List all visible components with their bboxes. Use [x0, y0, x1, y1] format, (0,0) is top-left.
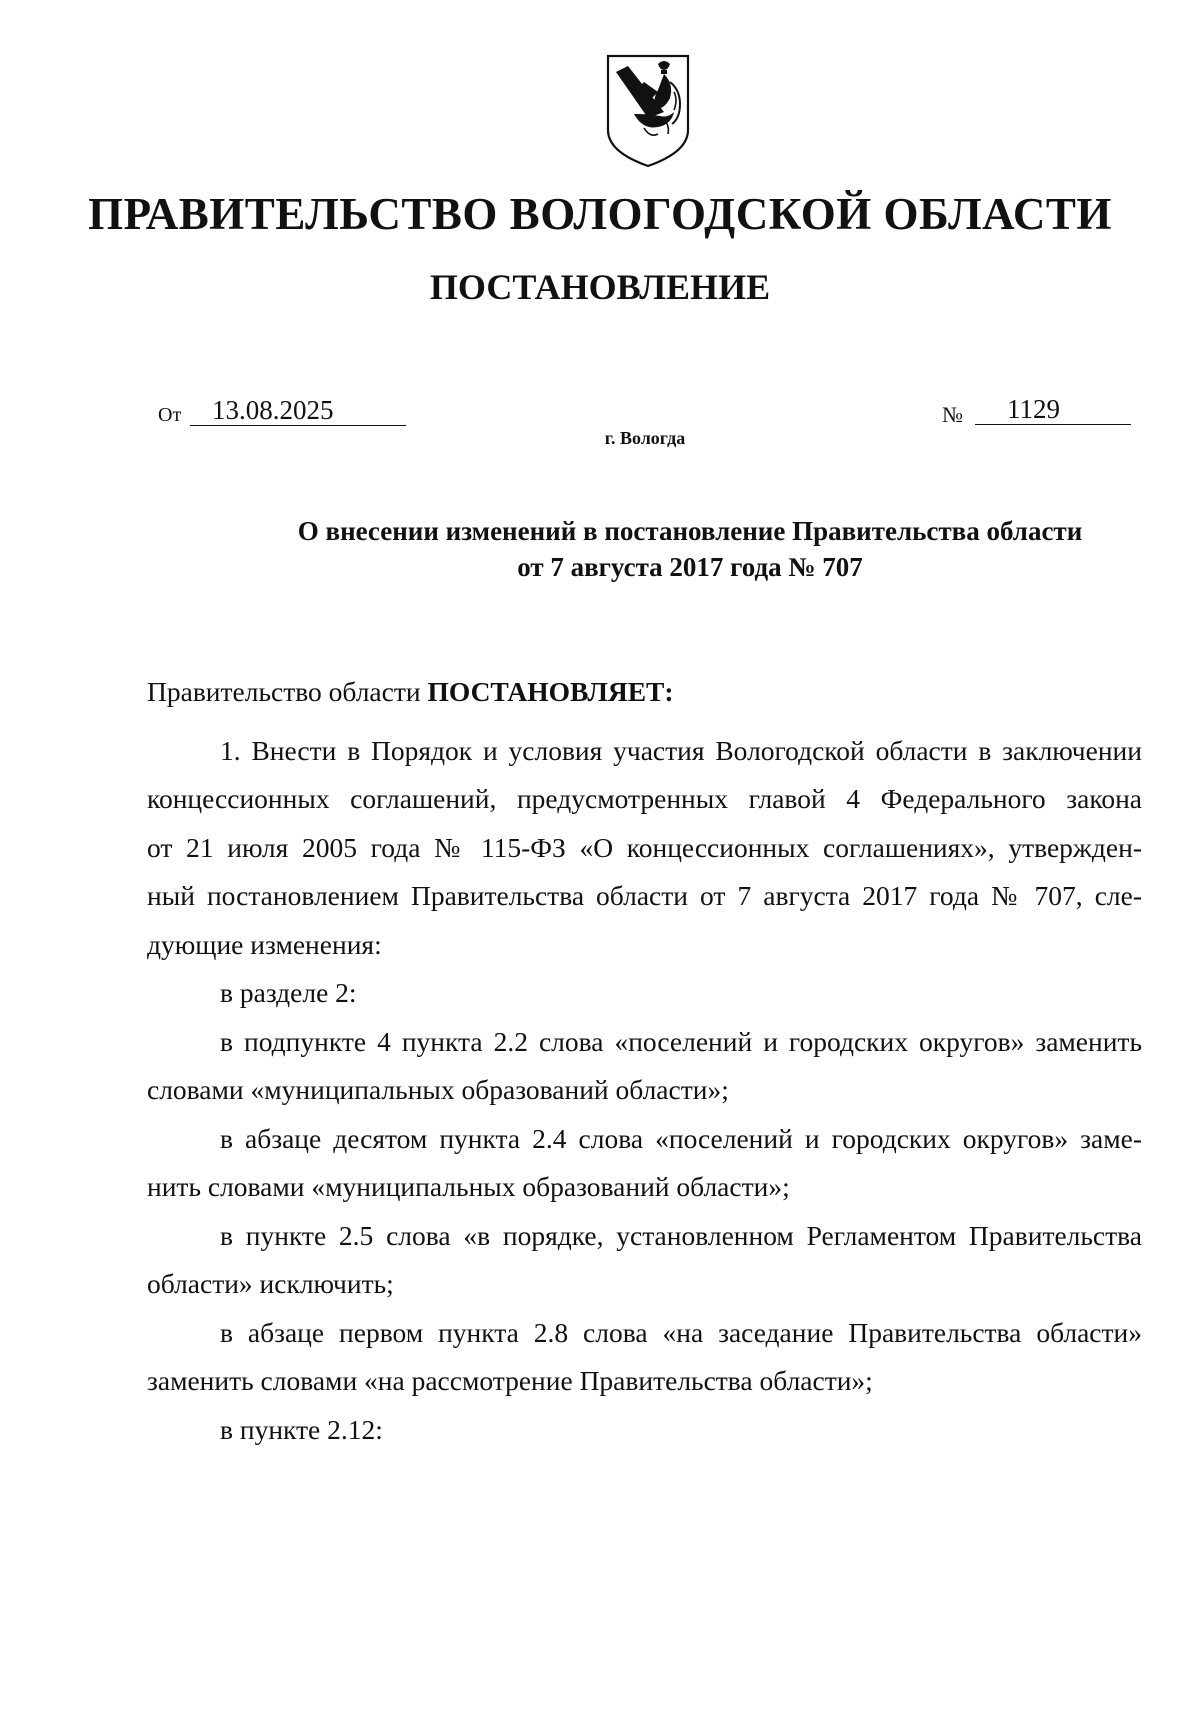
paragraph-line: в абзаце первом пункта 2.8 слова «на заседание Правительства области» [220, 1316, 1142, 1348]
paragraph-line: в подпункте 4 пункта 2.2 слова «поселений и городских округов» заменить [220, 1025, 1142, 1057]
date-label: От [158, 404, 182, 426]
number-label: № [942, 402, 963, 427]
subject-line: О внесении изменений в постановление Правительства области [297, 516, 1083, 546]
city: г. Вологда [604, 428, 686, 448]
document-type: ПОСТАНОВЛЕНИЕ [429, 267, 771, 307]
paragraph-line: в пункте 2.12: [220, 1413, 383, 1445]
coat-of-arms-icon [604, 52, 692, 170]
government-title: ПРАВИТЕЛЬСТВО ВОЛОГОДСКОЙ ОБЛАСТИ [88, 189, 1112, 239]
body-text [147, 668, 1142, 1454]
paragraph-line: ный постановлением Правительства области от 7 августа 2017 года № 707, сле- [147, 880, 1142, 911]
paragraph-line: в разделе 2: [220, 977, 357, 1008]
paragraph-line: от 21 июля 2005 года № 115-ФЗ «О концессионных соглашениях», утвержден- [147, 831, 1142, 863]
intro-text: Правительство области [147, 676, 428, 707]
paragraph-line: концессионных соглашений, предусмотренных главой 4 Федерального закона [147, 783, 1142, 814]
paragraph-line: заменить словами «на рассмотрение Правительства области»; [147, 1365, 873, 1396]
paragraph-line: области» исключить; [147, 1268, 394, 1299]
paragraph-line: 1. Внести в Порядок и условия участия Вологодской области в заключении [220, 734, 1142, 766]
subject-line: от 7 августа 2017 года № 707 [517, 552, 863, 582]
paragraph-line: нить словами «муниципальных образований области»; [147, 1171, 790, 1202]
paragraph-line: в абзаце десятом пункта 2.4 слова «поселений и городских округов» заме- [220, 1122, 1142, 1154]
document-subject [230, 513, 1150, 585]
intro-line [147, 668, 1142, 717]
paragraph-line: в пункте 2.5 слова «в порядке, установленном Регламентом Правительства [220, 1219, 1142, 1251]
document-date: 13.08.2025 [190, 395, 406, 426]
document-number: 1129 [975, 394, 1131, 425]
intro-resolves: ПОСТАНОВЛЯЕТ: [427, 676, 674, 707]
paragraph-line: дующие изменения: [147, 928, 382, 960]
paragraph-line: словами «муниципальных образований области»; [147, 1074, 729, 1105]
